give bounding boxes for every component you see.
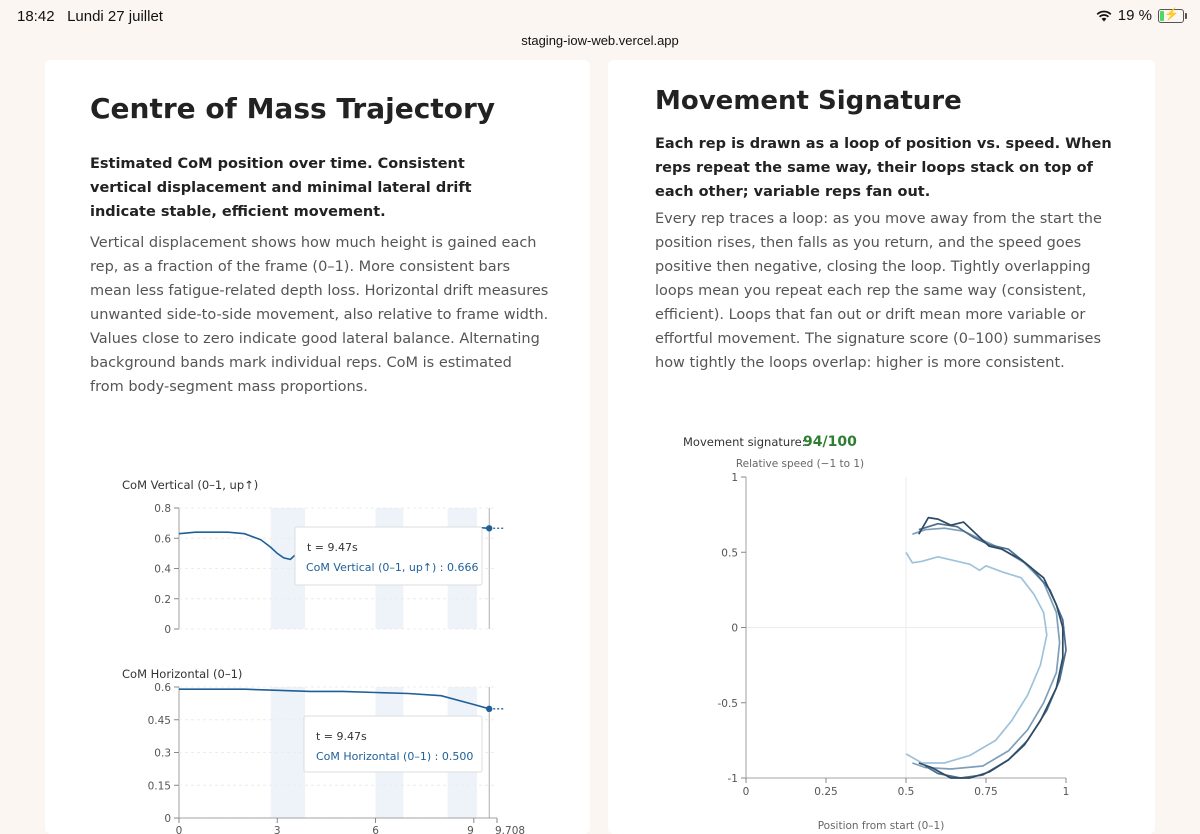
horizontal-tooltip-value: CoM Horizontal (0–1) : 0.500 <box>316 750 474 763</box>
x-tick-label: 0 <box>742 786 750 798</box>
vertical-tooltip-time: t = 9.47s <box>307 541 358 554</box>
com-trajectory-card <box>45 60 590 834</box>
x-tick-label: 3 <box>273 825 281 834</box>
horizontal-chart-ylabel: CoM Horizontal (0–1) <box>122 667 243 681</box>
y-tick-label: 0.3 <box>154 747 171 760</box>
status-date: Lundi 27 juillet <box>67 8 163 25</box>
signature-chart <box>608 60 1155 834</box>
y-tick-label: 0 <box>731 622 738 635</box>
rep-loop-2[interactable] <box>912 528 1059 769</box>
battery-icon: ⚡ <box>1158 9 1184 23</box>
y-tick-label: 1 <box>731 472 738 484</box>
signature-ylabel: Relative speed (−1 to 1) <box>735 458 865 470</box>
battery-percent: 19 % <box>1117 7 1152 24</box>
horizontal-tooltip <box>304 716 482 772</box>
signature-xlabel: Position from start (0–1) <box>817 820 945 832</box>
y-tick-label: 0.45 <box>147 714 171 727</box>
horizontal-series-line[interactable] <box>179 689 489 709</box>
signature-title: Movement Signature <box>655 86 962 116</box>
x-tick-label: 0.75 <box>974 786 998 798</box>
y-tick-label: 0.8 <box>154 503 171 515</box>
status-bar <box>0 0 1200 32</box>
horizontal-hover-point[interactable] <box>486 706 492 712</box>
y-tick-label: 0.6 <box>154 682 171 694</box>
signature-lede: Each rep is drawn as a loop of position vs. speed. When reps repeat the same way, their loops stack on top of each other; variable reps fan out. <box>655 136 1112 200</box>
y-tick-label: 0 <box>164 813 171 825</box>
y-tick-label: 0.5 <box>721 547 738 560</box>
com-lede: Estimated CoM position over time. Consistent vertical displacement and minimal lateral drift indicate stable, efficient movement. <box>90 156 472 220</box>
x-tick-label: 0 <box>175 825 183 834</box>
x-tick-label: 9 <box>467 825 474 834</box>
status-indicators <box>1096 7 1184 24</box>
wifi-icon <box>1096 10 1112 22</box>
com-charts <box>45 60 590 834</box>
y-tick-label: -1 <box>727 773 738 785</box>
signature-description: Every rep traces a loop: as you move away from the start the position rises, then falls as you return, and the speed goes positive then negative, closing the loop. Tightly overlapping loops mean you repeat each rep the same way (consistent, efficient). Loops that fan out or drift mean more variable or effortful movement. The signature score (0–100) summarises how tightly the loops overlap: higher is more consistent. <box>655 211 1102 371</box>
x-tick-label: 1 <box>1062 786 1070 798</box>
y-tick-label: -0.5 <box>717 697 738 710</box>
url-bar[interactable]: staging-iow-web.vercel.app <box>521 33 679 48</box>
y-tick-label: 0.6 <box>154 533 171 546</box>
com-title: Centre of Mass Trajectory <box>90 92 496 125</box>
status-time-date <box>17 8 163 25</box>
movement-signature-card <box>608 60 1155 834</box>
status-time: 18:42 <box>17 8 55 25</box>
y-tick-label: 0.15 <box>147 780 171 793</box>
x-tick-label: 6 <box>372 825 379 834</box>
x-tick-label: 0.5 <box>897 786 915 798</box>
vertical-tooltip <box>295 527 482 585</box>
vertical-tooltip-value: CoM Vertical (0–1, up↑) : 0.666 <box>306 561 479 574</box>
vertical-hover-point[interactable] <box>486 525 492 531</box>
y-tick-label: 0 <box>164 624 171 636</box>
signature-score-label: Movement signature: <box>683 435 806 449</box>
y-tick-label: 0.2 <box>154 593 171 606</box>
com-description: Vertical displacement shows how much height is gained each rep, as a fraction of the frame (0–1). More consistent bars mean less fatigue-related depth loss. Horizontal drift measures unwanted side-to-side movement, also relative to frame width. Values close to zero indicate good lateral balance. Alternating background bands mark individual reps. CoM is estimated from body-segment mass proportions. <box>90 235 549 395</box>
signature-score-value: 94/100 <box>803 434 857 450</box>
x-tick-label: 0.25 <box>814 786 838 798</box>
y-tick-label: 0.4 <box>154 563 171 576</box>
horizontal-tooltip-time: t = 9.47s <box>316 730 367 743</box>
x-tick-label: 9.708 <box>495 825 526 834</box>
vertical-chart-ylabel: CoM Vertical (0–1, up↑) <box>122 478 259 492</box>
